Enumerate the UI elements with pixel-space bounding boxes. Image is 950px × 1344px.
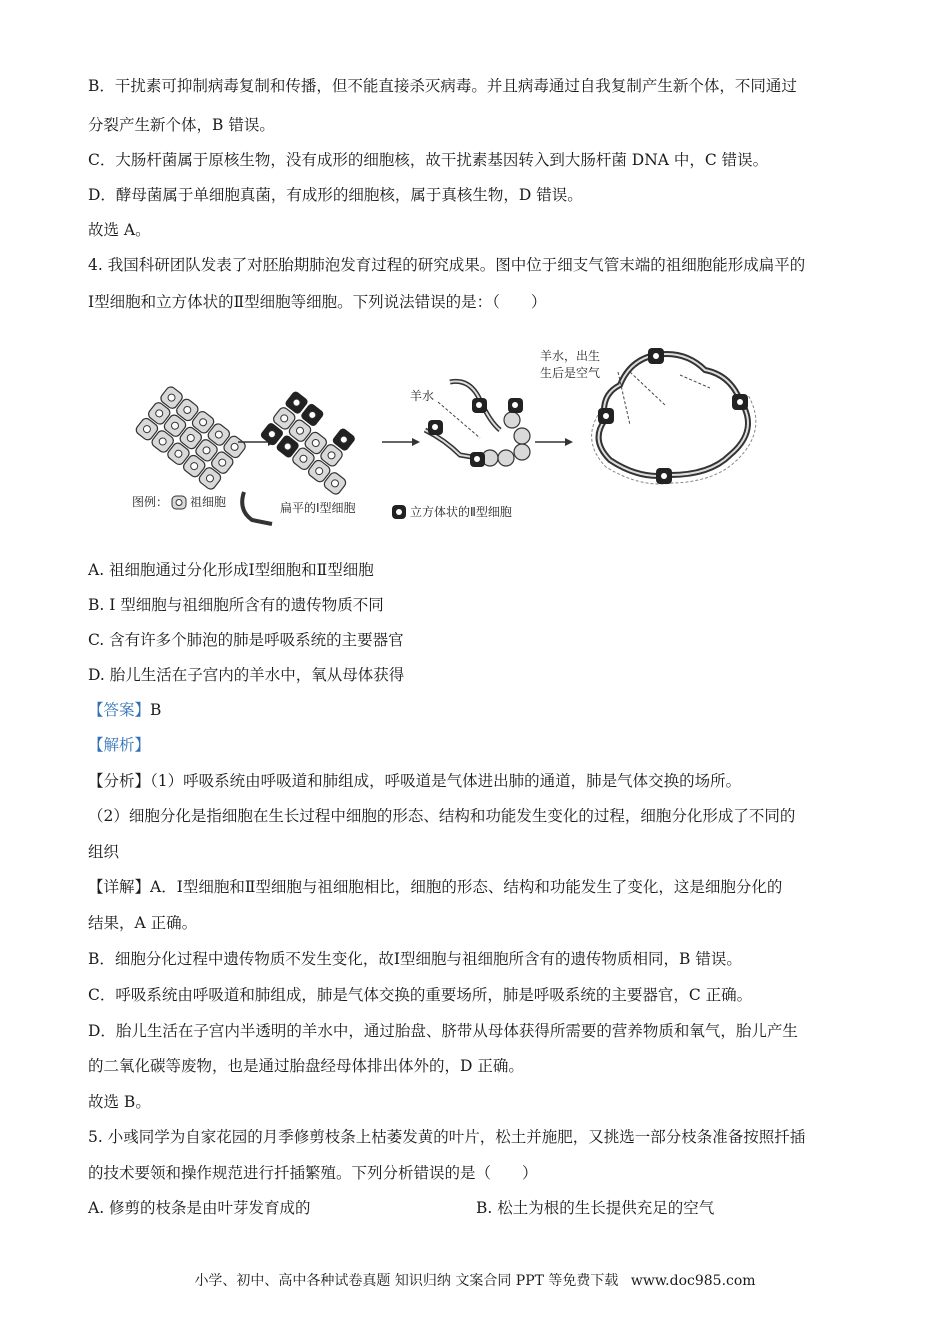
- legend-type1-label: 扁平的Ⅰ型细胞: [280, 501, 356, 515]
- text-line: B．干扰素可抑制病毒复制和传播，但不能直接杀灭病毒。并且病毒通过自我复制产生新个体，不同通过: [88, 77, 797, 95]
- footer-url: www.doc985.com: [630, 1273, 756, 1289]
- detail-line-3: B．细胞分化过程中遗传物质不发生变化，故Ⅰ型细胞与祖细胞所含有的遗传物质相同，B 错误。: [88, 950, 742, 968]
- detail-line-1: [88, 877, 782, 897]
- footer-text: 小学、初中、高中各种试卷真题 知识归纳 文案合同 PPT 等免费下载: [194, 1273, 619, 1289]
- q4-option-d: D. 胎儿生活在子宫内的羊水中，氧从母体获得: [88, 666, 405, 684]
- q4-option-a: A. 祖细胞通过分化形成Ⅰ型细胞和Ⅱ型细胞: [88, 561, 374, 579]
- stage-1-progenitor-cells: [134, 385, 247, 491]
- text-line: 故选 A。: [88, 221, 151, 239]
- q5-option-b: B. 松土为根的生长提供充足的空气: [476, 1199, 715, 1217]
- legend-type2-label: 立方体状的Ⅱ型细胞: [410, 505, 512, 519]
- analysis-line-2: （2）细胞分化是指细胞在生长过程中细胞的形态、结构和功能发生变化的过程，细胞分化形成了不同的: [88, 807, 796, 825]
- figure-legend: [132, 492, 512, 524]
- answer-line: [88, 700, 161, 720]
- q5-option-a: A. 修剪的枝条是由叶芽发育成的: [88, 1199, 311, 1217]
- text-line: C．大肠杆菌属于原核生物，没有成形的细胞核，故干扰素基因转入到大肠杆菌 DNA 中，C 错误。: [88, 151, 769, 169]
- analysis-line-3: 组织: [88, 843, 120, 861]
- amniotic-fluid-label: 羊水: [410, 389, 435, 403]
- analysis-heading: [88, 735, 150, 755]
- stage-3-branching-cells: [410, 381, 530, 467]
- alveolus-development-figure: [120, 330, 820, 530]
- answer-tag: 【答案】: [88, 701, 151, 719]
- q4-option-b: B. Ⅰ 型细胞与祖细胞所含有的遗传物质不同: [88, 596, 384, 614]
- legend-progenitor-label: 祖细胞: [190, 495, 227, 509]
- detail-line-5: D．胎儿生活在子宫内半透明的羊水中，通过胎盘、脐带从母体获得所需要的营养物质和氧气，胎儿产生: [88, 1022, 798, 1040]
- detail-line-6: 的二氧化碳等废物，也是通过胎盘经母体排出体外的，D 正确。: [88, 1057, 524, 1075]
- question-5-stem: 的技术要领和操作规范进行扦插繁殖。下列分析错误的是（ ）: [88, 1164, 538, 1182]
- answer-value: B: [150, 701, 162, 719]
- text-line: 分裂产生新个体，B 错误。: [88, 116, 275, 134]
- analysis-text-1: （1）呼吸系统由呼吸道和肺组成，呼吸道是气体进出肺的通道，肺是气体交换的场所。: [150, 772, 742, 790]
- question-4-stem: 4. 我国科研团队发表了对胚胎期肺泡发育过程的研究成果。图中位于细支气管末端的祖细胞能形成扁平的: [88, 256, 806, 274]
- question-4-stem: Ⅰ型细胞和立方体状的Ⅱ型细胞等细胞。下列说法错误的是：（ ）: [88, 293, 547, 311]
- text-line: D．酵母菌属于单细胞真菌，有成形的细胞核，属于真核生物，D 错误。: [88, 186, 583, 204]
- analysis-tag: 【解析】: [88, 736, 151, 754]
- q4-option-c: C. 含有许多个肺泡的肺是呼吸系统的主要器官: [88, 631, 404, 649]
- analysis-line-1: [88, 771, 741, 791]
- stage-2-differentiating-cells: [259, 390, 372, 496]
- legend-prefix: 图例：: [132, 495, 169, 509]
- page-footer: [0, 1270, 950, 1290]
- detail-conclusion: 故选 B。: [88, 1093, 151, 1111]
- detail-line-2: 结果，A 正确。: [88, 914, 198, 932]
- detail-text-1: A．Ⅰ型细胞和Ⅱ型细胞与祖细胞相比，细胞的形态、结构和功能发生了变化，这是细胞分化的: [150, 878, 783, 896]
- detail-tag: 【详解】: [88, 878, 151, 896]
- analysis-sub-tag: 【分析】: [88, 772, 151, 790]
- after-birth-label-line2: 生后是空气: [540, 366, 601, 380]
- detail-line-4: C．呼吸系统由呼吸道和肺组成，肺是气体交换的重要场所，肺是呼吸系统的主要器官，C 正确。: [88, 986, 753, 1004]
- after-birth-label-line1: 羊水，出生: [540, 349, 601, 363]
- question-5-stem: 5. 小彧同学为自家花园的月季修剪枝条上枯萎发黄的叶片，松土并施肥，又挑选一部分枝条准备按照扦插: [88, 1128, 806, 1146]
- stage-4-alveolus: [540, 348, 756, 484]
